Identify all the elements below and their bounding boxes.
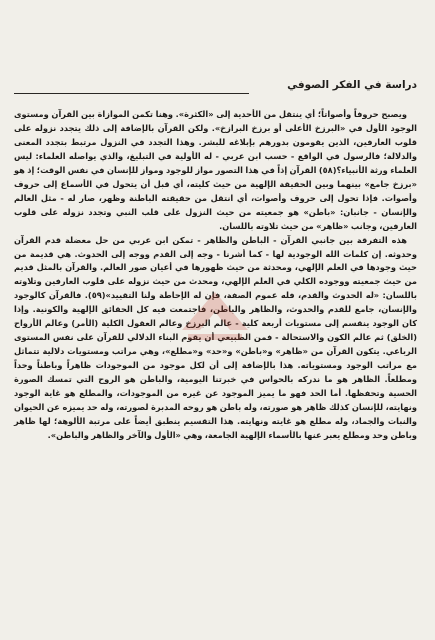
running-header-title: دراسة في الفكر الصوفي (287, 79, 417, 91)
paragraph-1: ويصبح حروفاً وأصواتاً؛ أي ينتقل من الأحدية إلى «الكثرة». وهنا تكمن الموازاة بين القرآن ومستوى الوجود الأول في «البرزخ الأعلى أو برزخ البرازخ». ولكن القرآن بالإضافة إلى ذلك يتجدد نزوله على قلوب العارفين، الذين يقومون بدورهم بإبلاغه للبشر. وهذا التجدد في النزول مرتبط بتجدد المعنى والدلالة؛ فالرسول في الواقع - حسب ابن عربي - له الأولية في التبليغ، والذي يواصله العلماء: ليس العلماء ورثة الأنبياء؟(٥٨) القرآن إذاً في هذا التصور مواز للوجود ومواز للإنسان في نفس الوقت؛ إذ هو «برزخ جامع» بينهما وبين الحقيقة الإلهية من حيث كليته، أي قبل أن يتحول في الأسماع إلى حروف وأصوات. فإذا تحول إلى حروف وأصوات، أي انتقل من حقيقته الباطنة وظهر، صار له - مثل العالم والإنسان - جانبان: «باطن» هو جمعيته من حيث النزول على قلب النبي وتجدد نزوله على قلوب العارفين، وجانب «ظاهر» من حيث تلاوته باللسان. (14, 109, 418, 231)
header-rule (14, 93, 249, 94)
running-header (14, 78, 417, 100)
body-text (14, 108, 417, 443)
paragraph-2: هذه التفرقة بين جانبي القرآن - الباطن والظاهر - تمكن ابن عربي من حل معضلة قدم القرآن وحدوثه. إن كلمات الله الوجودية لها - كما أشرنا - وجه إلى القدم ووجه إلى الحدوث. هي قديمة من حيث وجودها في العلم الإلهي، ومحدثة من حيث ظهورها في أعيان صور العالم. والقرآن بالمثل قديم من حيث جمعيته ووجوده الكلي في العلم الإلهي، ومحدث من حيث نزوله على قلوب العارفين وتلاوته باللسان: «له الحدوث والقدم، فله عموم الصفة، فإن له الإحاطة ولنا التقييد»(٥٩). فالقرآن كالوجود والإنسان، جامع للقدم والحدوث، والظاهر والباطن، فاجتمعت فيه كل الحقائق الإلهية والكونية. وإذا كان الوجود ينقسم إلى مستويات أربعة كلية - عالم البرزخ وعالم العقول الكلية (الأمر) وعالم الأرواح (الخلق) ثم عالم الكون والاستحالة - فمن الطبيعي أن يقوم البناء الدلالي للقرآن على نفس المستوى الرباعي. يتكون القرآن من «ظاهر» و«باطن» و«حد» و«مطلع»، وهي مراتب ومستويات دلالية تتماثل مع مراتب الوجود ومستوياته. هذا بالإضافة إلى أن لكل موجود من الموجودات ظاهراً وباطناً وحداً ومطلعاً. الظاهر هو ما ندركه بالحواس في خبرتنا اليومية، والباطن هو الروح التي تمسك الصورة الحسية وتحفظها. أما الحد فهو ما يميز الموجود عن غيره من الموجودات، والمطلع هو غاية الوجود ونهايته، للإنسان كذلك ظاهر هو صورته، وله باطن هو روحه المدبرة لصورته، وله حد يميزه عن الحيوان والنبات والجماد، وله مطلع هو غايته ونهايته. هذا التقسيم ينطبق أيضاً على مرتبة الألوهة؛ لها ظاهر وباطن وحد ومطلع يعبر عنها بالأسماء الإلهية الجامعة، وهي «الأول والآخر والظاهر والباطن». (14, 234, 417, 440)
